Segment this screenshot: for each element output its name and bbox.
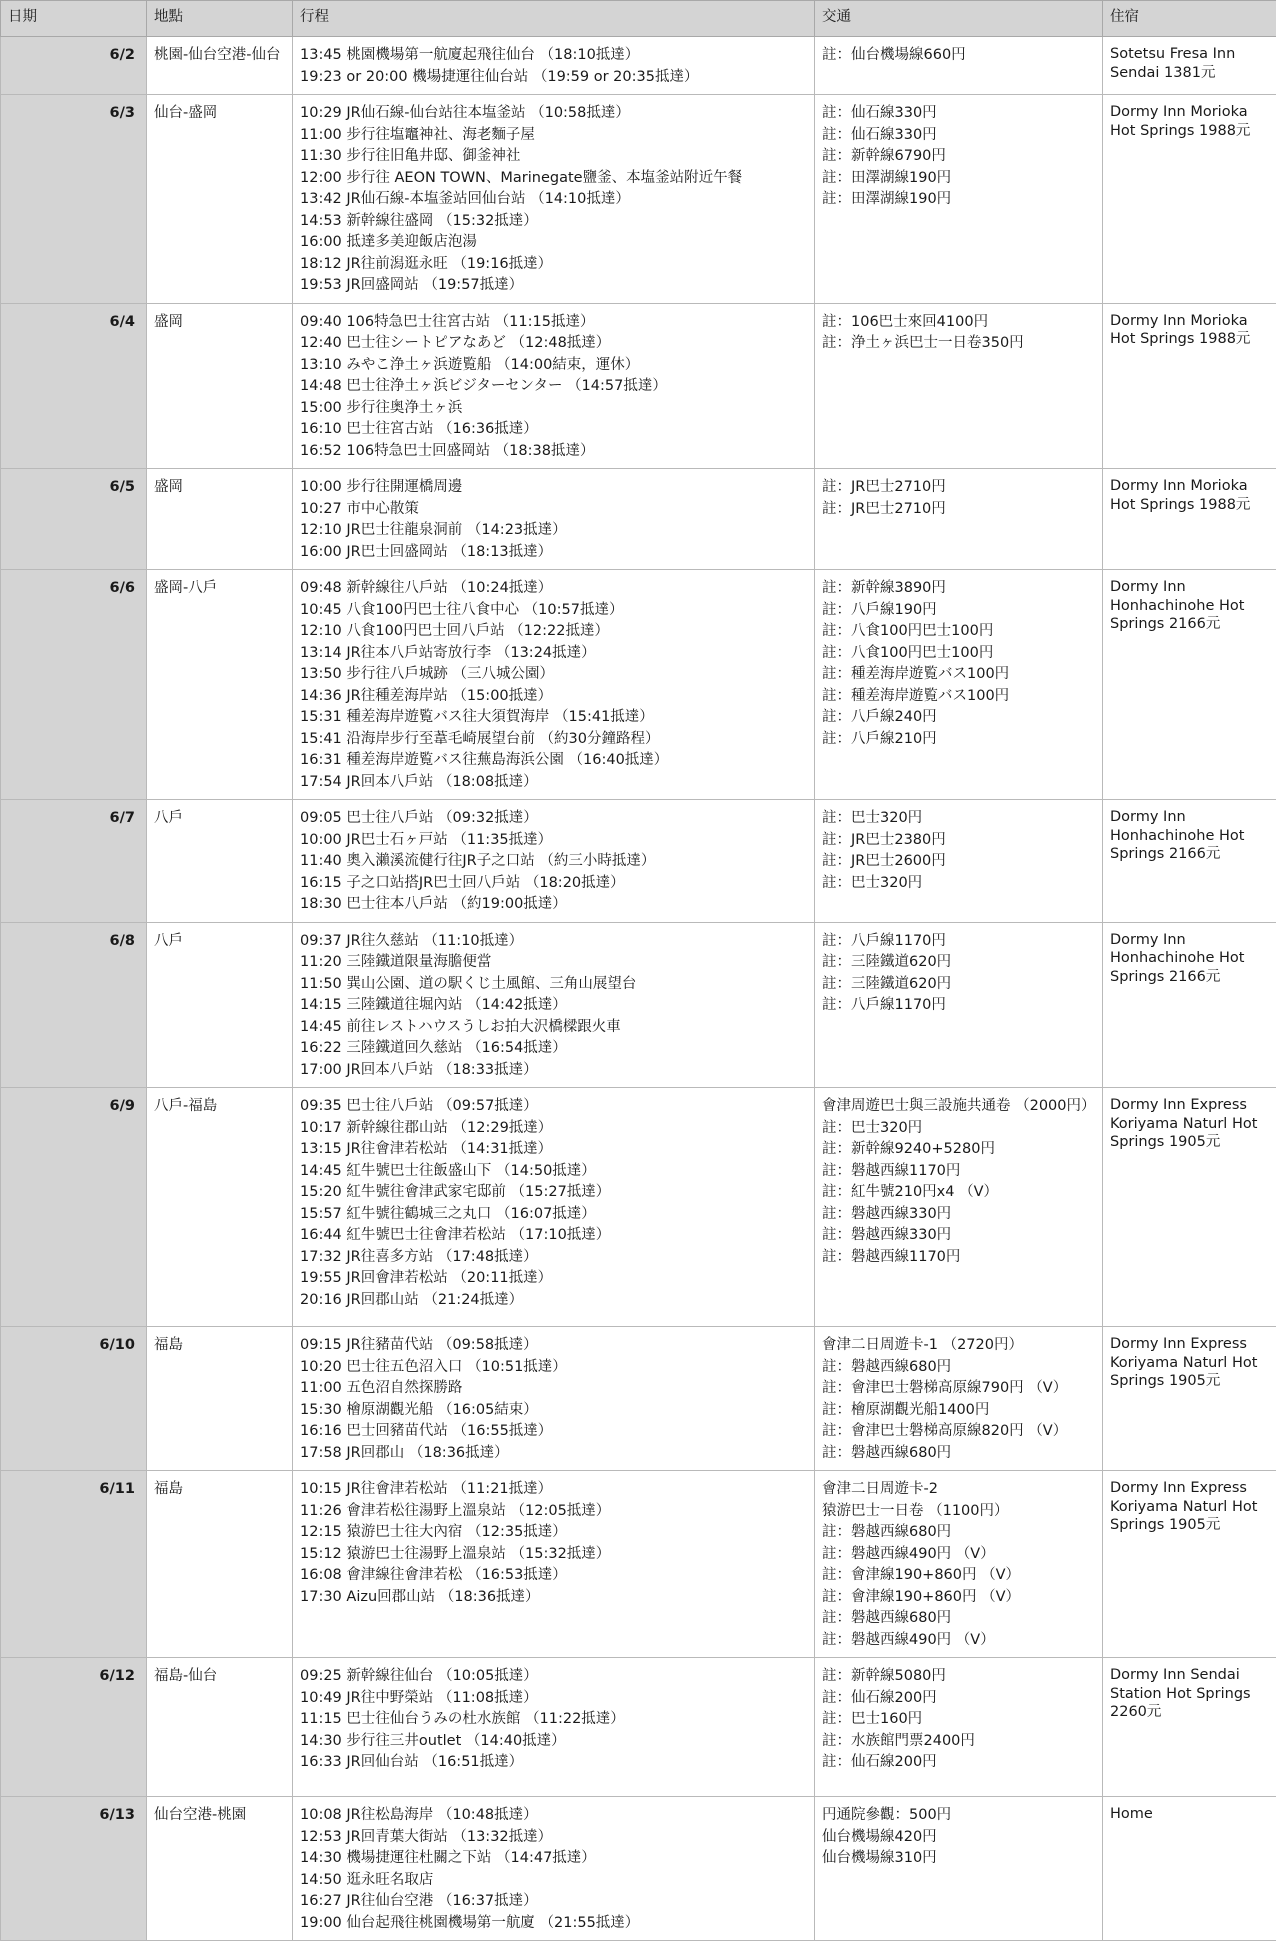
place-cell: 八戶 xyxy=(147,800,293,923)
itinerary-line: 15:30 檜原湖觀光船 （16:05結束） xyxy=(300,1400,807,1422)
itinerary-line: 13:14 JR往本八戶站寄放行李 （13:24抵達） xyxy=(300,643,807,665)
date-cell: 6/5 xyxy=(1,469,147,570)
transport-line: 註：八戶線1170円 xyxy=(822,995,1095,1017)
itinerary-line: 14:45 紅牛號巴士往飯盛山下 （14:50抵達） xyxy=(300,1161,807,1183)
transport-cell xyxy=(815,1471,1103,1658)
header-row xyxy=(1,1,1276,37)
table-row xyxy=(1,303,1276,469)
lodging-cell: Dormy Inn Honhachinohe Hot Springs 2166元 xyxy=(1103,922,1276,1088)
place-cell: 八戶-福島 xyxy=(147,1088,293,1327)
place-cell: 仙台空港-桃園 xyxy=(147,1797,293,1941)
lodging-cell: Dormy Inn Morioka Hot Springs 1988元 xyxy=(1103,469,1276,570)
transport-line: 註：磐越西線330円 xyxy=(822,1204,1095,1226)
date-cell: 6/12 xyxy=(1,1658,147,1797)
itinerary-line: 12:40 巴士往シートピアなあど （12:48抵達） xyxy=(300,333,807,355)
transport-cell xyxy=(815,1797,1103,1941)
transport-line: 註：106巴士來回4100円 xyxy=(822,312,1095,334)
transport-line: 註：JR巴士2710円 xyxy=(822,499,1095,521)
itinerary-line: 13:15 JR往會津若松站 （14:31抵達） xyxy=(300,1139,807,1161)
lodging-cell: Dormy Inn Express Koriyama Naturl Hot Springs 1905元 xyxy=(1103,1471,1276,1658)
itinerary-line: 11:20 三陸鐵道限量海膽便當 xyxy=(300,952,807,974)
place-cell: 盛岡 xyxy=(147,303,293,469)
place-cell: 福島-仙台 xyxy=(147,1658,293,1797)
place-cell: 盛岡 xyxy=(147,469,293,570)
itinerary-cell xyxy=(293,303,815,469)
date-cell: 6/10 xyxy=(1,1327,147,1471)
itinerary-cell xyxy=(293,95,815,304)
date-cell: 6/11 xyxy=(1,1471,147,1658)
transport-line: 註：磐越西線680円 xyxy=(822,1608,1095,1630)
itinerary-line: 14:15 三陸鐵道往堀內站 （14:42抵達） xyxy=(300,995,807,1017)
table-body xyxy=(1,37,1276,1941)
date-cell: 6/2 xyxy=(1,37,147,95)
transport-line: 註：磐越西線680円 xyxy=(822,1443,1095,1465)
transport-cell xyxy=(815,1658,1103,1797)
itinerary-line: 13:10 みやこ浄土ヶ浜遊覧船 （14:00結束，運休） xyxy=(300,355,807,377)
transport-line: 仙台機場線420円 xyxy=(822,1827,1095,1849)
itinerary-cell xyxy=(293,570,815,800)
itinerary-line: 11:50 巽山公園、道の駅くじ土風館、三角山展望台 xyxy=(300,974,807,996)
itinerary-line: 16:44 紅牛號巴士往會津若松站 （17:10抵達） xyxy=(300,1225,807,1247)
transport-line: 註：浄土ヶ浜巴士一日卷350円 xyxy=(822,333,1095,355)
itinerary-line: 16:52 106特急巴士回盛岡站 （18:38抵達） xyxy=(300,441,807,463)
itinerary-line: 19:23 or 20:00 機場捷運往仙台站 （19:59 or 20:35抵達） xyxy=(300,67,807,89)
transport-line: 註：田澤湖線190円 xyxy=(822,168,1095,190)
table-row xyxy=(1,922,1276,1088)
itinerary-line: 15:57 紅牛號往鶴城三之丸口 （16:07抵達） xyxy=(300,1204,807,1226)
transport-line: 註：會津巴士磐梯高原線790円 （V） xyxy=(822,1378,1095,1400)
itinerary-line: 14:48 巴士往浄土ヶ浜ビジターセンター （14:57抵達） xyxy=(300,376,807,398)
table-row xyxy=(1,37,1276,95)
transport-line: 註：仙石線200円 xyxy=(822,1752,1095,1774)
itinerary-line: 19:53 JR回盛岡站 （19:57抵達） xyxy=(300,275,807,297)
transport-line: 註：八食100円巴士100円 xyxy=(822,621,1095,643)
transport-cell xyxy=(815,37,1103,95)
transport-line: 註：磐越西線680円 xyxy=(822,1357,1095,1379)
itinerary-line: 12:15 猿游巴士往大內宿 （12:35抵達） xyxy=(300,1522,807,1544)
itinerary-line: 15:12 猿游巴士往湯野上溫泉站 （15:32抵達） xyxy=(300,1544,807,1566)
itinerary-line: 11:26 會津若松往湯野上溫泉站 （12:05抵達） xyxy=(300,1501,807,1523)
itinerary-line: 10:49 JR往中野榮站 （11:08抵達） xyxy=(300,1688,807,1710)
transport-line: 註：八戶線210円 xyxy=(822,729,1095,751)
transport-cell xyxy=(815,1327,1103,1471)
transport-line: 註：會津線190+860円 （V） xyxy=(822,1565,1095,1587)
itinerary-line: 19:55 JR回會津若松站 （20:11抵達） xyxy=(300,1268,807,1290)
transport-line: 註：磐越西線490円 （V） xyxy=(822,1630,1095,1652)
itinerary-cell xyxy=(293,1088,815,1327)
itinerary-line: 16:16 巴士回豬苗代站 （16:55抵達） xyxy=(300,1421,807,1443)
itinerary-line: 10:08 JR往松島海岸 （10:48抵達） xyxy=(300,1805,807,1827)
itinerary-line: 16:15 子之口站搭JR巴士回八戶站 （18:20抵達） xyxy=(300,873,807,895)
transport-line: 註：三陸鐵道620円 xyxy=(822,974,1095,996)
itinerary-line: 11:15 巴士往仙台うみの杜水族館 （11:22抵達） xyxy=(300,1709,807,1731)
transport-line: 註：八戶線240円 xyxy=(822,707,1095,729)
itinerary-line: 17:30 Aizu回郡山站 （18:36抵達） xyxy=(300,1587,807,1609)
itinerary-line: 14:53 新幹線往盛岡 （15:32抵達） xyxy=(300,211,807,233)
itinerary-line: 09:05 巴士往八戶站 （09:32抵達） xyxy=(300,808,807,830)
transport-line: 註：磐越西線1170円 xyxy=(822,1247,1095,1269)
transport-line: 註：仙石線330円 xyxy=(822,103,1095,125)
transport-line: 會津二日周遊卡-2 xyxy=(822,1479,1095,1501)
transport-line: 註：會津線190+860円 （V） xyxy=(822,1587,1095,1609)
transport-line: 會津周遊巴士與三設施共通卷 （2000円） xyxy=(822,1096,1095,1118)
transport-line: 註：八戶線190円 xyxy=(822,600,1095,622)
date-cell: 6/13 xyxy=(1,1797,147,1941)
lodging-cell: Sotetsu Fresa Inn Sendai 1381元 xyxy=(1103,37,1276,95)
itinerary-line: 17:00 JR回本八戶站 （18:33抵達） xyxy=(300,1060,807,1082)
itinerary-line: 12:53 JR回青葉大街站 （13:32抵達） xyxy=(300,1827,807,1849)
transport-line: 註：會津巴士磐梯高原線820円 （V） xyxy=(822,1421,1095,1443)
itinerary-line: 11:30 步行往旧亀井邸、御釜神社 xyxy=(300,146,807,168)
transport-line: 註：水族館門票2400円 xyxy=(822,1731,1095,1753)
transport-line: 註：巴士320円 xyxy=(822,808,1095,830)
header-date: 日期 xyxy=(1,1,147,37)
place-cell: 福島 xyxy=(147,1471,293,1658)
itinerary-line: 10:00 JR巴士石ヶ戸站 （11:35抵達） xyxy=(300,830,807,852)
itinerary-line: 15:41 沿海岸步行至葦毛崎展望台前 （約30分鐘路程） xyxy=(300,729,807,751)
itinerary-line: 17:32 JR往喜多方站 （17:48抵達） xyxy=(300,1247,807,1269)
itinerary-line: 14:36 JR往種差海岸站 （15:00抵達） xyxy=(300,686,807,708)
table-row xyxy=(1,469,1276,570)
transport-line: 註：種差海岸遊覧バス100円 xyxy=(822,686,1095,708)
lodging-cell: Dormy Inn Morioka Hot Springs 1988元 xyxy=(1103,303,1276,469)
itinerary-line: 10:29 JR仙石線-仙台站往本塩釜站 （10:58抵達） xyxy=(300,103,807,125)
transport-line: 猿游巴士一日卷 （1100円） xyxy=(822,1501,1095,1523)
itinerary-line: 10:00 步行往開運橋周邊 xyxy=(300,477,807,499)
header-itinerary: 行程 xyxy=(293,1,815,37)
itinerary-line: 15:00 步行往奥浄土ヶ浜 xyxy=(300,398,807,420)
itinerary-line: 16:00 JR巴士回盛岡站 （18:13抵達） xyxy=(300,542,807,564)
date-cell: 6/7 xyxy=(1,800,147,923)
itinerary-line: 17:54 JR回本八戶站 （18:08抵達） xyxy=(300,772,807,794)
table-row xyxy=(1,1658,1276,1797)
transport-cell xyxy=(815,1088,1103,1327)
lodging-cell: Dormy Inn Honhachinohe Hot Springs 2166元 xyxy=(1103,570,1276,800)
header-lodging: 住宿 xyxy=(1103,1,1276,37)
transport-line: 註：三陸鐵道620円 xyxy=(822,952,1095,974)
transport-cell xyxy=(815,95,1103,304)
itinerary-line: 16:33 JR回仙台站 （16:51抵達） xyxy=(300,1752,807,1774)
itinerary-line: 09:15 JR往豬苗代站 （09:58抵達） xyxy=(300,1335,807,1357)
itinerary-line: 09:25 新幹線往仙台 （10:05抵達） xyxy=(300,1666,807,1688)
transport-line: 註：磐越西線330円 xyxy=(822,1225,1095,1247)
transport-line: 註：新幹線3890円 xyxy=(822,578,1095,600)
itinerary-line: 13:50 步行往八戶城跡 （三八城公園） xyxy=(300,664,807,686)
itinerary-line: 13:42 JR仙石線-本塩釜站回仙台站 （14:10抵達） xyxy=(300,189,807,211)
place-cell: 仙台-盛岡 xyxy=(147,95,293,304)
itinerary-line: 09:40 106特急巴士往宮古站 （11:15抵達） xyxy=(300,312,807,334)
transport-line: 註：巴士160円 xyxy=(822,1709,1095,1731)
transport-line: 註：磐越西線1170円 xyxy=(822,1161,1095,1183)
itinerary-line: 13:45 桃園機場第一航廈起飛往仙台 （18:10抵達） xyxy=(300,45,807,67)
itinerary-cell xyxy=(293,922,815,1088)
header-place: 地點 xyxy=(147,1,293,37)
itinerary-line: 14:50 逛永旺名取店 xyxy=(300,1870,807,1892)
transport-cell xyxy=(815,469,1103,570)
transport-cell xyxy=(815,800,1103,923)
transport-line: 會津二日周遊卡-1 （2720円） xyxy=(822,1335,1095,1357)
itinerary-line: 09:48 新幹線往八戶站 （10:24抵達） xyxy=(300,578,807,600)
transport-line: 註：JR巴士2710円 xyxy=(822,477,1095,499)
itinerary-line: 15:20 紅牛號往會津武家宅邸前 （15:27抵達） xyxy=(300,1182,807,1204)
transport-line: 註：仙石線330円 xyxy=(822,125,1095,147)
table-row xyxy=(1,1797,1276,1941)
table-row xyxy=(1,95,1276,304)
itinerary-cell xyxy=(293,800,815,923)
date-cell: 6/9 xyxy=(1,1088,147,1327)
transport-line: 註：磐越西線490円 （V） xyxy=(822,1544,1095,1566)
table-row xyxy=(1,1088,1276,1327)
table-row xyxy=(1,570,1276,800)
itinerary-line: 10:20 巴士往五色沼入口 （10:51抵達） xyxy=(300,1357,807,1379)
transport-line: 註：磐越西線680円 xyxy=(822,1522,1095,1544)
transport-line: 註：仙台機場線660円 xyxy=(822,45,1095,67)
place-cell: 桃園-仙台空港-仙台 xyxy=(147,37,293,95)
itinerary-line: 17:58 JR回郡山 （18:36抵達） xyxy=(300,1443,807,1465)
transport-line: 註：仙石線200円 xyxy=(822,1688,1095,1710)
itinerary-line: 10:45 八食100円巴士往八食中心 （10:57抵達） xyxy=(300,600,807,622)
itinerary-line: 16:08 會津線往會津若松 （16:53抵達） xyxy=(300,1565,807,1587)
itinerary-line: 15:31 種差海岸遊覧バス往大須賀海岸 （15:41抵達） xyxy=(300,707,807,729)
itinerary-line: 10:17 新幹線往郡山站 （12:29抵達） xyxy=(300,1118,807,1140)
table-row xyxy=(1,800,1276,923)
transport-line: 註：田澤湖線190円 xyxy=(822,189,1095,211)
itinerary-line: 11:00 步行往塩竈神社、海老麵子屋 xyxy=(300,125,807,147)
itinerary-line: 12:10 JR巴士往龍泉洞前 （14:23抵達） xyxy=(300,520,807,542)
transport-line: 円通院參觀：500円 xyxy=(822,1805,1095,1827)
transport-line: 註：JR巴士2380円 xyxy=(822,830,1095,852)
itinerary-line: 16:22 三陸鐵道回久慈站 （16:54抵達） xyxy=(300,1038,807,1060)
itinerary-cell xyxy=(293,37,815,95)
transport-line: 註：巴士320円 xyxy=(822,1118,1095,1140)
itinerary-line: 10:27 市中心散策 xyxy=(300,499,807,521)
itinerary-line: 16:00 抵達多美迎飯店泡湯 xyxy=(300,232,807,254)
itinerary-line: 16:31 種差海岸遊覧バス往蕪島海浜公園 （16:40抵達） xyxy=(300,750,807,772)
itinerary-line: 16:10 巴士往宮古站 （16:36抵達） xyxy=(300,419,807,441)
itinerary-line: 20:16 JR回郡山站 （21:24抵達） xyxy=(300,1290,807,1312)
transport-line: 仙台機場線310円 xyxy=(822,1848,1095,1870)
table-row xyxy=(1,1471,1276,1658)
itinerary-cell xyxy=(293,1327,815,1471)
transport-line: 註：種差海岸遊覧バス100円 xyxy=(822,664,1095,686)
place-cell: 八戶 xyxy=(147,922,293,1088)
transport-line: 註：巴士320円 xyxy=(822,873,1095,895)
place-cell: 福島 xyxy=(147,1327,293,1471)
lodging-cell: Dormy Inn Express Koriyama Naturl Hot Springs 1905元 xyxy=(1103,1088,1276,1327)
lodging-cell: Dormy Inn Express Koriyama Naturl Hot Springs 1905元 xyxy=(1103,1327,1276,1471)
itinerary-cell xyxy=(293,1471,815,1658)
transport-line: 註：新幹線6790円 xyxy=(822,146,1095,168)
lodging-cell: Dormy Inn Honhachinohe Hot Springs 2166元 xyxy=(1103,800,1276,923)
transport-cell xyxy=(815,922,1103,1088)
itinerary-cell xyxy=(293,1797,815,1941)
transport-line: 註：新幹線9240+5280円 xyxy=(822,1139,1095,1161)
transport-line: 註：檜原湖觀光船1400円 xyxy=(822,1400,1095,1422)
itinerary-line: 09:35 巴士往八戶站 （09:57抵達） xyxy=(300,1096,807,1118)
transport-line: 註：八食100円巴士100円 xyxy=(822,643,1095,665)
transport-cell xyxy=(815,303,1103,469)
itinerary-line: 11:40 奧入瀨溪流健行往JR子之口站 （約三小時抵達） xyxy=(300,851,807,873)
transport-line: 註：JR巴士2600円 xyxy=(822,851,1095,873)
itinerary-line: 14:30 機場捷運往杜關之下站 （14:47抵達） xyxy=(300,1848,807,1870)
lodging-cell: Home xyxy=(1103,1797,1276,1941)
itinerary-line: 16:27 JR往仙台空港 （16:37抵達） xyxy=(300,1891,807,1913)
date-cell: 6/6 xyxy=(1,570,147,800)
itinerary-line: 12:10 八食100円巴士回八戶站 （12:22抵達） xyxy=(300,621,807,643)
place-cell: 盛岡-八戶 xyxy=(147,570,293,800)
itinerary-line: 09:37 JR往久慈站 （11:10抵達） xyxy=(300,931,807,953)
lodging-cell: Dormy Inn Sendai Station Hot Springs 2260元 xyxy=(1103,1658,1276,1797)
itinerary-line: 14:45 前往レストハウスうしお拍大沢橋樑跟火車 xyxy=(300,1017,807,1039)
itinerary-cell xyxy=(293,1658,815,1797)
itinerary-line: 14:30 步行往三井outlet （14:40抵達） xyxy=(300,1731,807,1753)
date-cell: 6/3 xyxy=(1,95,147,304)
date-cell: 6/8 xyxy=(1,922,147,1088)
transport-line: 註：八戶線1170円 xyxy=(822,931,1095,953)
transport-line: 註：新幹線5080円 xyxy=(822,1666,1095,1688)
lodging-cell: Dormy Inn Morioka Hot Springs 1988元 xyxy=(1103,95,1276,304)
header-transport: 交通 xyxy=(815,1,1103,37)
itinerary-cell xyxy=(293,469,815,570)
itinerary-line: 10:15 JR往會津若松站 （11:21抵達） xyxy=(300,1479,807,1501)
itinerary-line: 19:00 仙台起飛往桃園機場第一航廈 （21:55抵達） xyxy=(300,1913,807,1935)
transport-cell xyxy=(815,570,1103,800)
itinerary-line: 11:00 五色沼自然探勝路 xyxy=(300,1378,807,1400)
itinerary-line: 18:12 JR往前潟逛永旺 （19:16抵達） xyxy=(300,254,807,276)
table-row xyxy=(1,1327,1276,1471)
transport-line: 註：紅牛號210円x4 （V） xyxy=(822,1182,1095,1204)
itinerary-line: 18:30 巴士往本八戶站 （約19:00抵達） xyxy=(300,894,807,916)
itinerary-line: 12:00 步行往 AEON TOWN、Marinegate鹽釜、本塩釜站附近午餐 xyxy=(300,168,807,190)
date-cell: 6/4 xyxy=(1,303,147,469)
